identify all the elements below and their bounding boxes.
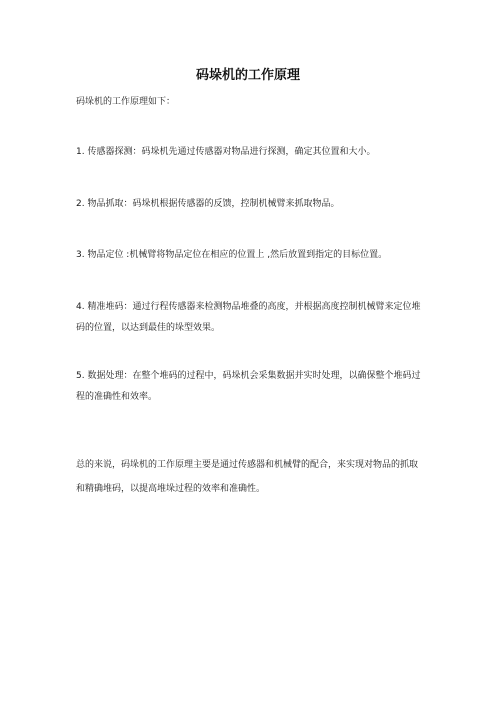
paragraph-precise-stacking: 4. 精准堆码：通过行程传感器来检测物品堆叠的高度，并根据高度控制机械臂来定位堆码的位置，以达到最佳的垛型效果。	[76, 302, 421, 333]
summary-paragraph: 总的来说，码垛机的工作原理主要是通过传感器和机械臂的配合，来实现对物品的抓取和精确堆码，以提高堆垛过程的效率和准确性。	[76, 460, 419, 494]
paragraph-data-processing: 5. 数据处理：在整个堆码的过程中，码垛机会采集数据并实时处理，以确保整个堆码过程的准确性和效率。	[76, 371, 421, 402]
paragraph-item-grabbing: 2. 物品抓取：码垛机根据传感器的反馈，控制机械臂来抓取物品。	[76, 199, 340, 209]
intro-text: 码垛机的工作原理如下：	[76, 97, 176, 107]
paragraph-sensor-detection: 1. 传感器探测：码垛机先通过传感器对物品进行探测，确定其位置和大小。	[76, 147, 376, 157]
document-title: 码垛机的工作原理	[195, 68, 300, 83]
paragraph-item-positioning: 3. 物品定位 :机械臂将物品定位在相应的位置上 ,然后放置到指定的目标位置。	[76, 250, 388, 260]
